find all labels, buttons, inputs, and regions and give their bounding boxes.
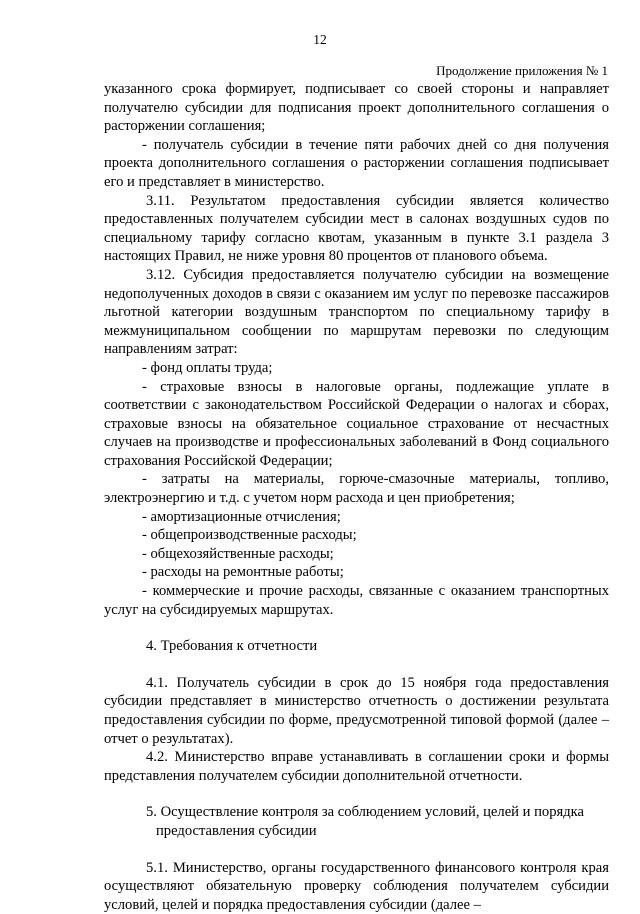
list-item: - амортизационные отчисления; [142,508,341,525]
spacer [104,656,609,674]
list-item: - страховые взносы в налоговые органы, подлежащие уплате в соответствии с законодательством Российской Федерации о налогах и сборах, страховые взносы на обязательное социальное страхование от несчастных случаев на производстве и профессиональных заболеваний в Фонд социального страхования Российской Федерации; [104,378,609,469]
spacer [104,785,609,803]
list-item: - затраты на материалы, горюче-смазочные материалы, топливо, электроэнергию и т.д. с учетом норм расхода и цен приобретения; [104,471,609,507]
spacer [104,841,609,859]
list-item: - фонд оплаты труда; [142,359,273,376]
list-item: - коммерческие и прочие расходы, связанные с оказанием транспортных услуг на субсидируемых маршрутах. [104,583,609,618]
list-item: - получатель субсидии в течение пяти рабочих дней со дня получения проекта дополнительного соглашения о расторжении соглашения подписывает его и представляет в министерство. [104,136,609,190]
paragraph: 4.1. Получатель субсидии в срок до 15 ноября года предоставления субсидии представляет в министерство отчетность о достижении результата предоставления субсидии по форме, предусмотренной типовой формой (далее – отчет о результатах). [104,674,609,747]
section-heading: 4. Требования к отчетности [146,638,318,655]
page-number: 12 [313,32,327,47]
list-item: - общехозяйственные расходы; [142,545,334,562]
paragraph: 3.12. Субсидия предоставляется получателю субсидии на возмещение недополученных доходов в связи с оказанием им услуг по перевозке пассажиров льготной категории воздушным транспортом по специальному тарифу в межмуниципальном сообщении по маршрутам перевозки по следующим направлениям затрат: [104,266,609,358]
list-item: - общепроизводственные расходы; [142,527,357,544]
paragraph: 5.1. Министерство, органы государственного финансового контроля края осуществляют обязательную проверку соблюдения получателем субсидии условий, целей и порядка предоставления субсидии (далее – [104,859,609,913]
document-body [104,80,609,914]
list-item: - расходы на ремонтные работы; [142,564,344,581]
section-heading-line2: предоставления субсидии [156,822,317,839]
section-heading-line1: 5. Осуществление контроля за соблюдением условий, целей и порядка [146,804,584,821]
continuation-label: Продолжение приложения № 1 [436,63,608,78]
paragraph: 3.11. Результатом предоставления субсидии является количество предоставленных получателем субсидии мест в салонах воздушных судов по специальному тарифу согласно квотам, указанным в пункте 3.1 раздела 3 настоящих Правил, не ниже уровня 80 процентов от планового объема. [104,192,609,265]
spacer [104,619,609,637]
paragraph: указанного срока формирует, подписывает со своей стороны и направляет получателю субсидии для подписания проект дополнительного соглашения о расторжении соглашения; [104,81,609,135]
paragraph: 4.2. Министерство вправе устанавливать в соглашении сроки и формы представления получателем субсидии дополнительной отчетности. [104,749,609,784]
section-heading [104,803,609,840]
